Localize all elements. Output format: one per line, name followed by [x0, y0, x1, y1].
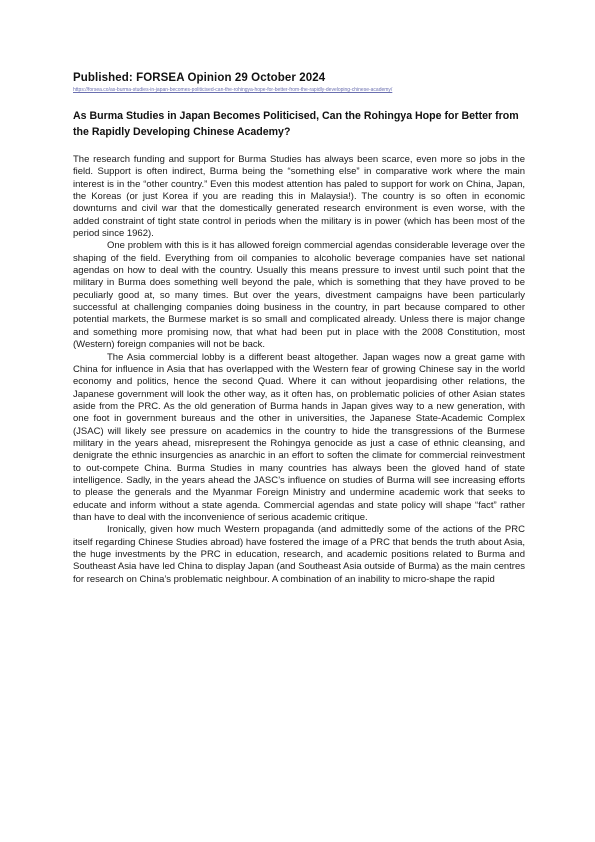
source-url-link[interactable]: https://forsea.co/as-burma-studies-in-japan-becomes-politicised-can-the-rohingya-hope-for-better-from-the-rapidly-developing-chinese-academy/ [73, 87, 393, 93]
paragraph-3: The Asia commercial lobby is a different beast altogether. Japan wages now a great game with China for influence in Asia that has overlapped with the Western fear of growing Chinese say in the world economy and politics, hence the second Quad. Where it can without jeopardising other relations, the Japanese government will look the other way, as it often has, on problematic policies of other Asian states aside from the PRC. As the old generation of Burma hands in Japan gives way to a new generation, with one foot in government bureaus and the other in universities, the Japanese State-Academic Complex (JSAC) will likely see pressure on academics in the country to hide the transgressions of the Burmese military in the years ahead, misrepresent the Rohingya genocide as just a case of ethnic cleansing, and denigrate the ethnic insurgencies as anarchic in an effort to soften the climate for commercial reinvestment to out-compete China. Burma Studies in many countries has always been the gloved hand of state intelligence. Sadly, in the years ahead the JASC’s influence on studies of Burma will see increasing efforts to please the generals and the Myanmar Foreign Ministry and undermine academic work that seeks to educate and inform without a state agenda. Commercial agendas and state policy will shape “fact” rather than have to deal with the inconvenience of serious academic critique. [73, 351, 525, 523]
publication-line: Published: FORSEA Opinion 29 October 2024 [73, 72, 326, 84]
paragraph-1: The research funding and support for Burma Studies has always been scarce, even more so jobs in the field. Support is often indirect, Burma being the “something else” in comparative work where the main interest is in the “other country.” Even this modest attention has paled to support for work on China, Japan, the Koreas (or just Korea if you are reading this in Malaysia!). The country is so often in economic downturns and civil war that the domestically generated research environment is even worse, with the added constraint of tight state control in periods when the military is in power (which has been most of the period since 1962). [73, 154, 525, 240]
article-title: As Burma Studies in Japan Becomes Politicised, Can the Rohingya Hope for Better from the Rapidly Developing Chinese Academy? [73, 110, 519, 138]
paragraph-2: One problem with this is it has allowed foreign commercial agendas considerable leverage over the shaping of the field. Everything from oil companies to alcoholic beverage companies have set national agendas on how to deal with the country. Usually this means pressure to invest until such point that the military in Burma does something well beyond the pale, which is something that they have proved to be peculiarly good at, so many times. But over the years, divestment campaigns have been particularly successful at challenging companies doing business in the country, in part because compared to other potential markets, the Burmese market is so small and complicated already. Unless there is major change and something more promising now, that what had been put in place with the 2008 Constitution, most (Western) foreign companies will not be back. [73, 240, 525, 351]
paragraph-4: Ironically, given how much Western propaganda (and admittedly some of the actions of the PRC itself regarding Chinese Studies abroad) have fostered the image of a PRC that bends the truth about Asia, the huge investments by the PRC in education, research, and academic positions related to Burma and Southeast Asia have led China to display Japan (and Southeast Asia outside of Burma) as the main centres for research on China’s problematic neighbour. A combination of an inability to micro-shape the rapid [73, 524, 525, 585]
article-body [73, 154, 525, 586]
